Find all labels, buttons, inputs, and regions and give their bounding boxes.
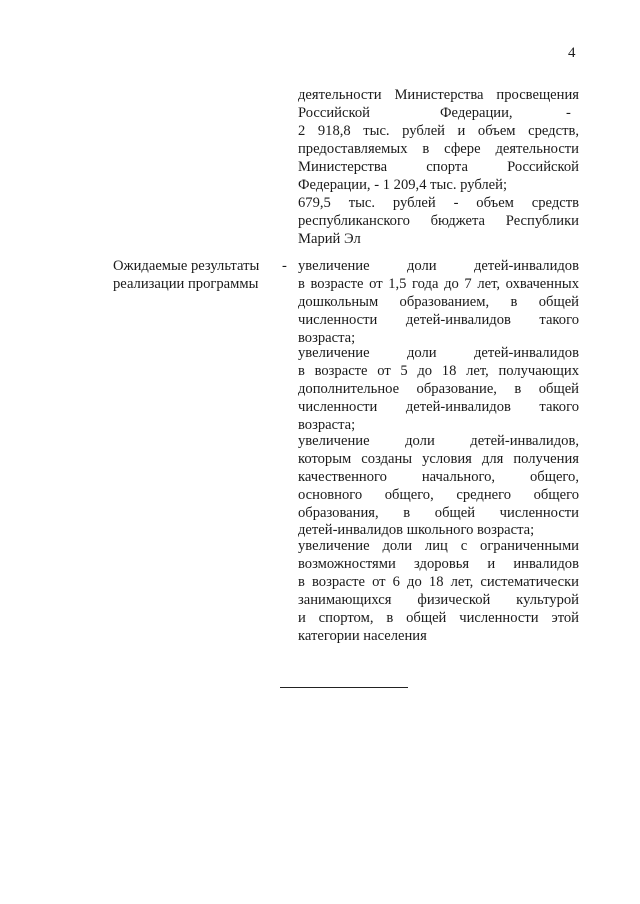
results-line: дополнительное образование, в общей [298, 381, 579, 397]
results-line: возраста; [298, 330, 356, 346]
results-line: увеличение доли детей-инвалидов [298, 345, 579, 361]
results-line: в возрасте от 1,5 года до 7 лет, охваченных [298, 276, 579, 292]
funding-line-part: - [566, 105, 571, 121]
funding-line: Министерства спорта Российской [298, 159, 579, 175]
funding-line: Марий Эл [298, 231, 361, 247]
results-line: категории населения [298, 628, 427, 644]
results-line: увеличение доли детей-инвалидов, [298, 433, 579, 449]
results-line: численности детей-инвалидов такого [298, 312, 579, 328]
funding-line: республиканского бюджета Республики [298, 213, 579, 229]
results-line: основного общего, среднего общего [298, 487, 579, 503]
results-line: увеличение доли детей-инвалидов [298, 258, 579, 274]
end-of-document-rule [280, 687, 408, 688]
results-dash: - [282, 258, 287, 274]
funding-line-part: Федерации, [440, 105, 513, 121]
results-line: детей-инвалидов школьного возраста; [298, 522, 535, 538]
results-label-line: реализации программы [113, 276, 259, 292]
results-line: увеличение доли лиц с ограниченными [298, 538, 579, 554]
results-line: и спортом, в общей численности этой [298, 610, 579, 626]
results-line: образования, в общей численности [298, 505, 579, 521]
results-line: в возрасте от 5 до 18 лет, получающих [298, 363, 579, 379]
results-line: возраста; [298, 417, 356, 433]
results-line: в возрасте от 6 до 18 лет, систематически [298, 574, 579, 590]
results-label-line: Ожидаемые результаты [113, 258, 260, 274]
results-line: занимающихся физической культурой [298, 592, 579, 608]
page-number: 4 [568, 45, 576, 61]
funding-line-part: Российской [298, 105, 370, 121]
funding-line: Федерации, - 1 209,4 тыс. рублей; [298, 177, 508, 193]
funding-line: предоставляемых в сфере деятельности [298, 141, 579, 157]
funding-line: 2 918,8 тыс. рублей и объем средств, [298, 123, 579, 139]
funding-line: 679,5 тыс. рублей - объем средств [298, 195, 579, 211]
results-line: возможностями здоровья и инвалидов [298, 556, 579, 572]
funding-line: деятельности Министерства просвещения [298, 87, 579, 103]
results-line: которым созданы условия для получения [298, 451, 579, 467]
results-line: дошкольным образованием, в общей [298, 294, 579, 310]
results-line: качественного начального, общего, [298, 469, 579, 485]
results-line: численности детей-инвалидов такого [298, 399, 579, 415]
